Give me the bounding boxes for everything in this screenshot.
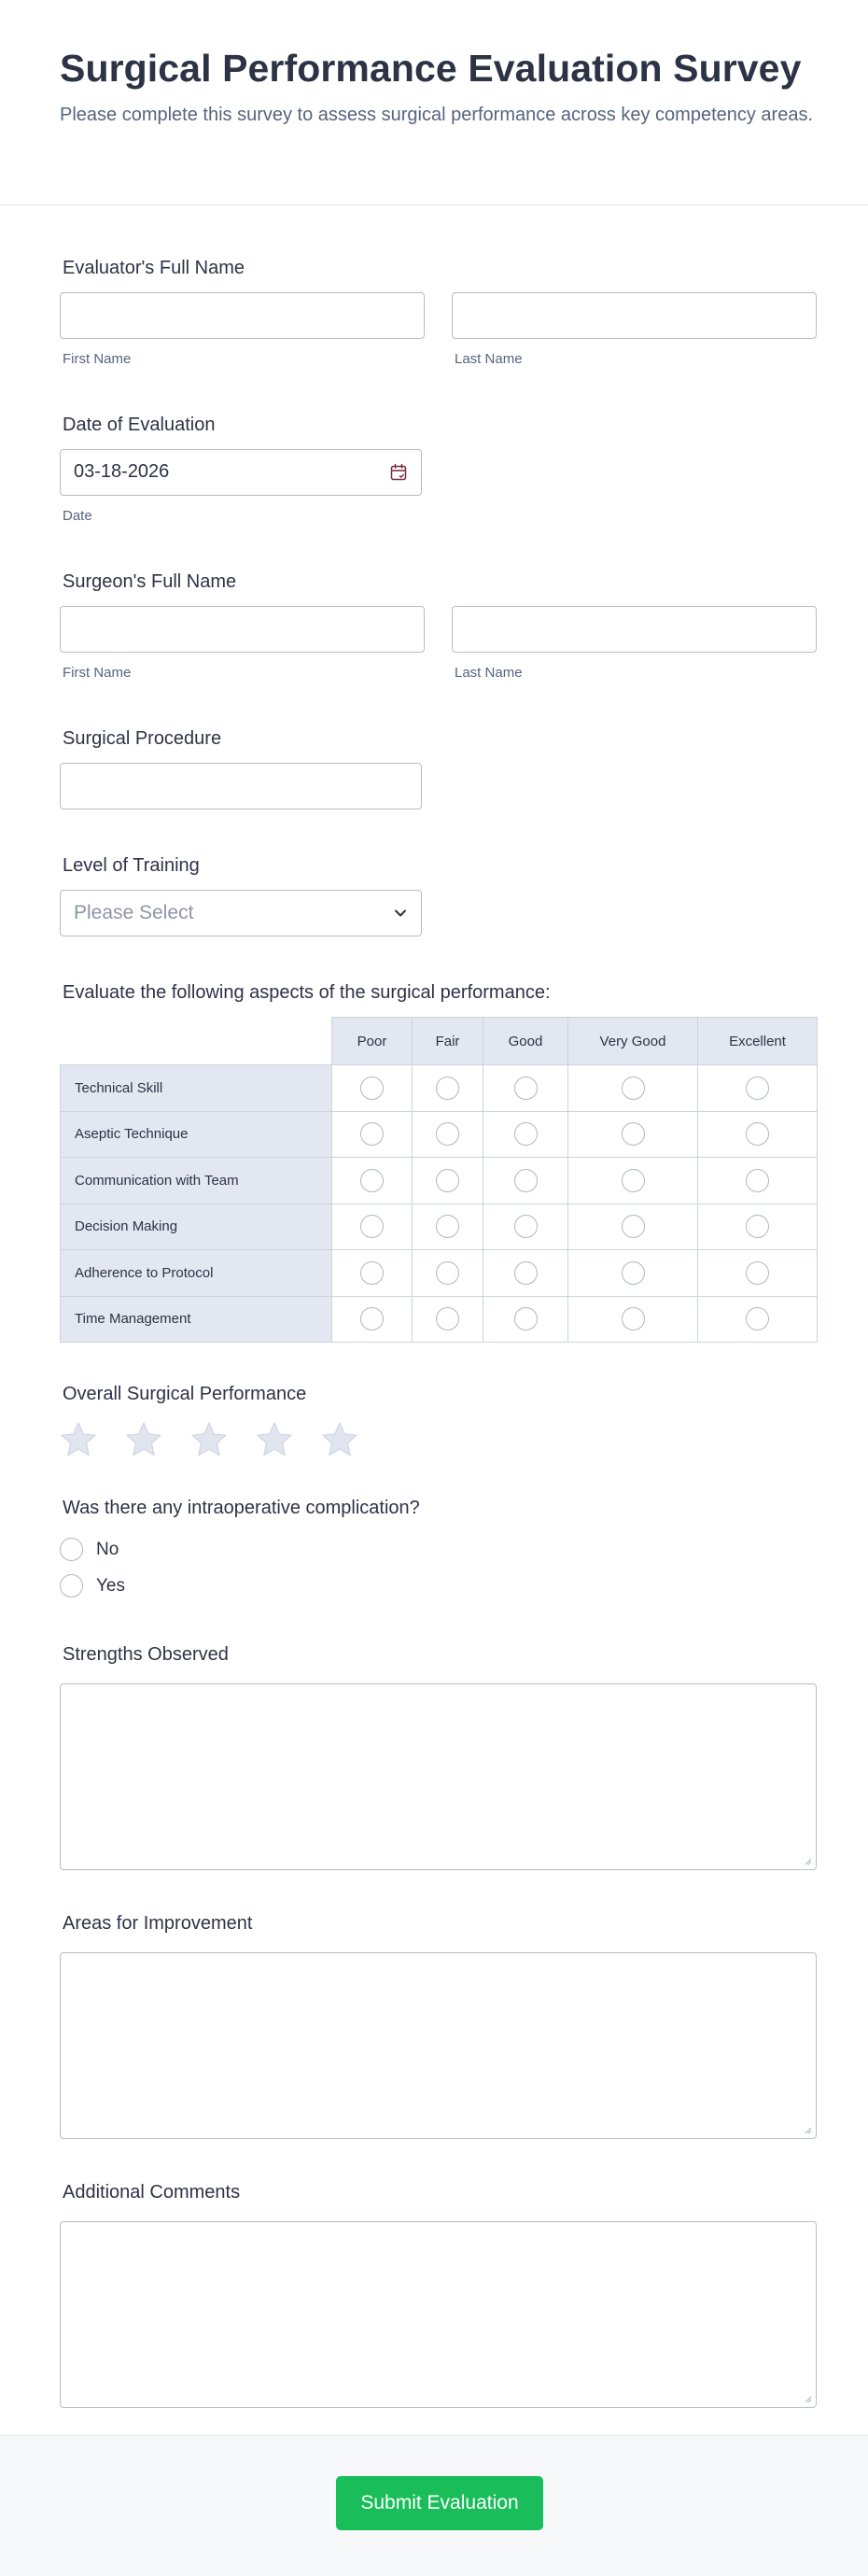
matrix-radio[interactable] — [360, 1122, 384, 1146]
matrix-col-header: Good — [483, 1018, 568, 1065]
matrix-radio[interactable] — [746, 1261, 769, 1285]
date-value: 03-18-2026 — [74, 461, 170, 482]
matrix-label: Evaluate the following aspects of the surgical performance: — [63, 982, 551, 1003]
matrix-radio[interactable] — [514, 1169, 538, 1192]
matrix-radio[interactable] — [622, 1261, 645, 1285]
strengths-label: Strengths Observed — [63, 1644, 229, 1665]
matrix-col-header: Poor — [332, 1018, 413, 1065]
star-icon[interactable] — [125, 1421, 162, 1458]
matrix-radio[interactable] — [436, 1169, 459, 1192]
procedure-input[interactable] — [60, 763, 422, 809]
strengths-textarea[interactable] — [60, 1683, 817, 1870]
matrix-radio[interactable] — [360, 1077, 384, 1100]
improvement-label: Areas for Improvement — [63, 1913, 253, 1934]
training-label: Level of Training — [63, 855, 200, 876]
date-input[interactable] — [60, 449, 422, 496]
matrix-radio[interactable] — [622, 1122, 645, 1146]
comments-textarea[interactable] — [60, 2221, 817, 2408]
evaluator-first-name-input[interactable] — [60, 292, 425, 339]
matrix-radio[interactable] — [360, 1261, 384, 1285]
matrix-col-header: Fair — [413, 1018, 483, 1065]
matrix-row — [61, 1204, 818, 1250]
training-select-placeholder: Please Select — [74, 902, 194, 923]
star-icon[interactable] — [60, 1421, 97, 1458]
matrix-radio[interactable] — [514, 1077, 538, 1100]
star-icon[interactable] — [190, 1421, 228, 1458]
matrix-radio[interactable] — [746, 1215, 769, 1238]
matrix-radio[interactable] — [360, 1169, 384, 1192]
complication-label: Was there any intraoperative complication? — [63, 1498, 420, 1518]
surgeon-name-label: Surgeon's Full Name — [63, 571, 237, 592]
training-select[interactable] — [60, 890, 422, 936]
date-sublabel: Date — [63, 508, 92, 524]
matrix-row-label: Decision Making — [61, 1204, 332, 1250]
matrix-row-label: Adherence to Protocol — [61, 1250, 332, 1297]
procedure-label: Surgical Procedure — [63, 728, 222, 749]
matrix-radio[interactable] — [746, 1122, 769, 1146]
evaluator-first-name-sublabel: First Name — [63, 351, 132, 367]
matrix-radio[interactable] — [514, 1215, 538, 1238]
star-rating — [60, 1421, 358, 1458]
submit-button[interactable]: Submit Evaluation — [336, 2476, 543, 2530]
complication-radio-yes[interactable] — [60, 1574, 83, 1598]
evaluator-name-label: Evaluator's Full Name — [63, 258, 245, 278]
matrix-row-label: Aseptic Technique — [61, 1111, 332, 1158]
matrix-radio[interactable] — [622, 1215, 645, 1238]
form-footer — [0, 2435, 868, 2576]
matrix-col-header: Excellent — [698, 1018, 818, 1065]
matrix-radio[interactable] — [436, 1261, 459, 1285]
matrix-row — [61, 1250, 818, 1297]
matrix-radio[interactable] — [436, 1077, 459, 1100]
form-header — [0, 0, 868, 205]
matrix-radio[interactable] — [622, 1307, 645, 1330]
matrix-row-label: Time Management — [61, 1296, 332, 1343]
rating-label: Overall Surgical Performance — [63, 1384, 307, 1404]
matrix-radio[interactable] — [436, 1215, 459, 1238]
matrix-radio[interactable] — [514, 1122, 538, 1146]
matrix-radio[interactable] — [746, 1169, 769, 1192]
matrix-radio[interactable] — [622, 1169, 645, 1192]
resize-handle-icon[interactable] — [803, 1856, 812, 1865]
form-description: Please complete this survey to assess surgical performance across key competency areas. — [60, 105, 814, 125]
evaluation-matrix — [60, 1017, 818, 1343]
improvement-textarea[interactable] — [60, 1952, 817, 2139]
surgeon-first-name-sublabel: First Name — [63, 665, 132, 681]
star-icon[interactable] — [321, 1421, 358, 1458]
surgeon-last-name-input[interactable] — [452, 606, 817, 653]
matrix-row — [61, 1065, 818, 1112]
form-title: Surgical Performance Evaluation Survey — [60, 47, 802, 90]
matrix-row — [61, 1296, 818, 1343]
date-label: Date of Evaluation — [63, 415, 216, 435]
matrix-row-label: Communication with Team — [61, 1158, 332, 1204]
evaluator-last-name-input[interactable] — [452, 292, 817, 339]
calendar-icon[interactable] — [389, 463, 408, 482]
matrix-col-header: Very Good — [568, 1018, 698, 1065]
matrix-radio[interactable] — [622, 1077, 645, 1100]
matrix-radio[interactable] — [360, 1307, 384, 1330]
matrix-radio[interactable] — [514, 1261, 538, 1285]
complication-option-yes[interactable] — [60, 1574, 125, 1598]
matrix-row — [61, 1111, 818, 1158]
complication-option-no[interactable] — [60, 1538, 119, 1561]
evaluator-last-name-sublabel: Last Name — [455, 351, 523, 367]
star-icon[interactable] — [256, 1421, 293, 1458]
complication-option-label: No — [96, 1539, 119, 1559]
complication-option-label: Yes — [96, 1575, 125, 1596]
matrix-corner — [61, 1018, 332, 1065]
matrix-radio[interactable] — [360, 1215, 384, 1238]
comments-label: Additional Comments — [63, 2182, 241, 2203]
surgeon-first-name-input[interactable] — [60, 606, 425, 653]
matrix-radio[interactable] — [746, 1307, 769, 1330]
matrix-radio[interactable] — [436, 1122, 459, 1146]
matrix-row — [61, 1158, 818, 1204]
chevron-down-icon — [393, 906, 408, 921]
matrix-radio[interactable] — [746, 1077, 769, 1100]
resize-handle-icon[interactable] — [803, 2394, 812, 2403]
matrix-row-label: Technical Skill — [61, 1065, 332, 1112]
surgeon-last-name-sublabel: Last Name — [455, 665, 523, 681]
complication-radio-no[interactable] — [60, 1538, 83, 1561]
matrix-radio[interactable] — [436, 1307, 459, 1330]
resize-handle-icon[interactable] — [803, 2125, 812, 2134]
matrix-radio[interactable] — [514, 1307, 538, 1330]
